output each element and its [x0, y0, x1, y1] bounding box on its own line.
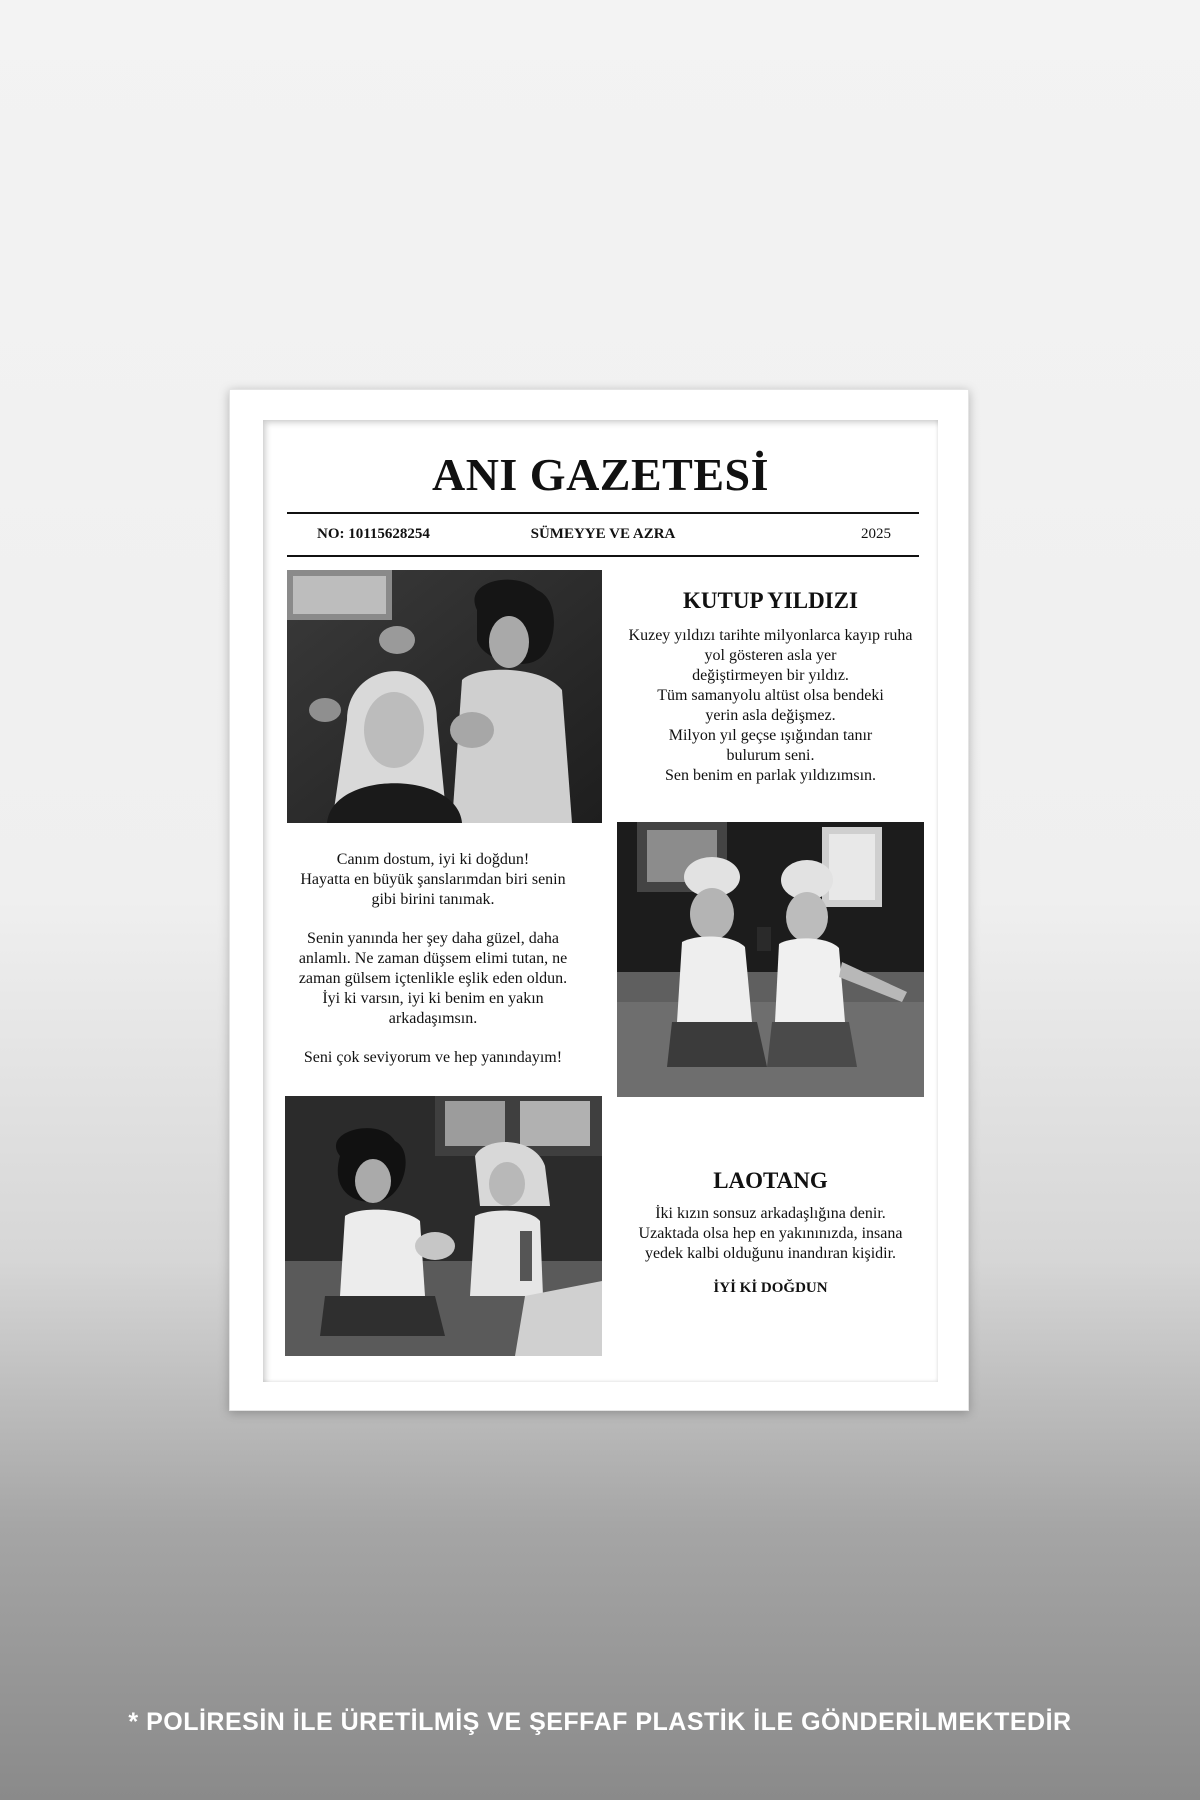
photo-friends-pizza: [285, 1096, 602, 1356]
kutup-heading: KUTUP YILDIZI: [683, 588, 858, 613]
newspaper-poster: [263, 420, 938, 1382]
kutup-text: Kuzey yıldızı tarihte milyonlarca kayıp ruha yol gösteren asla yer değiştirmeyen bir yıldız. Tüm samanyolu altüst olsa bendeki yerin asla değişmez. Milyon yıl geçse ışığından tanır bulurum seni. Sen benim en parlak yıldızımsın.: [628, 627, 913, 784]
photo-towels-sofa: [617, 822, 924, 1097]
laotang-text: İki kızın sonsuz arkadaşlığına denir. Uzaktada olsa hep en yakınınızda, insana yedek kalbi olduğunu inandıran kişidir.: [638, 1205, 903, 1262]
photo-friends-hair: [287, 570, 602, 823]
letter-paragraph-1: Canım dostum, iyi ki doğdun! Hayatta en büyük şanslarımdan biri senin gibi birini tanımak.: [300, 851, 566, 908]
letter-paragraph-3: Seni çok seviyorum ve hep yanındayım!: [303, 1049, 563, 1066]
product-note: * POLİRESİN İLE ÜRETİLMİŞ VE ŞEFFAF PLASTİK İLE GÖNDERİLMEKTEDİR: [128, 1708, 1072, 1736]
newspaper-title: ANI GAZETESİ: [431, 449, 770, 500]
birthday-signature: İYİ Kİ DOĞDUN: [713, 1280, 828, 1296]
laotang-heading: LAOTANG: [713, 1168, 828, 1193]
top-rule: [287, 512, 919, 514]
letter-paragraph-2: Senin yanında her şey daha güzel, daha anlamlı. Ne zaman düşsem elimi tutan, ne zaman gülsem içtenlikle eşlik eden oldun. İyi ki varsın, iyi ki benim en yakın arkadaşımsın.: [298, 930, 568, 1027]
bottom-rule: [287, 555, 919, 557]
issue-year: 2025: [861, 526, 891, 542]
issue-number: NO: 10115628254: [317, 526, 430, 542]
names-line: SÜMEYYE VE AZRA: [530, 526, 676, 542]
